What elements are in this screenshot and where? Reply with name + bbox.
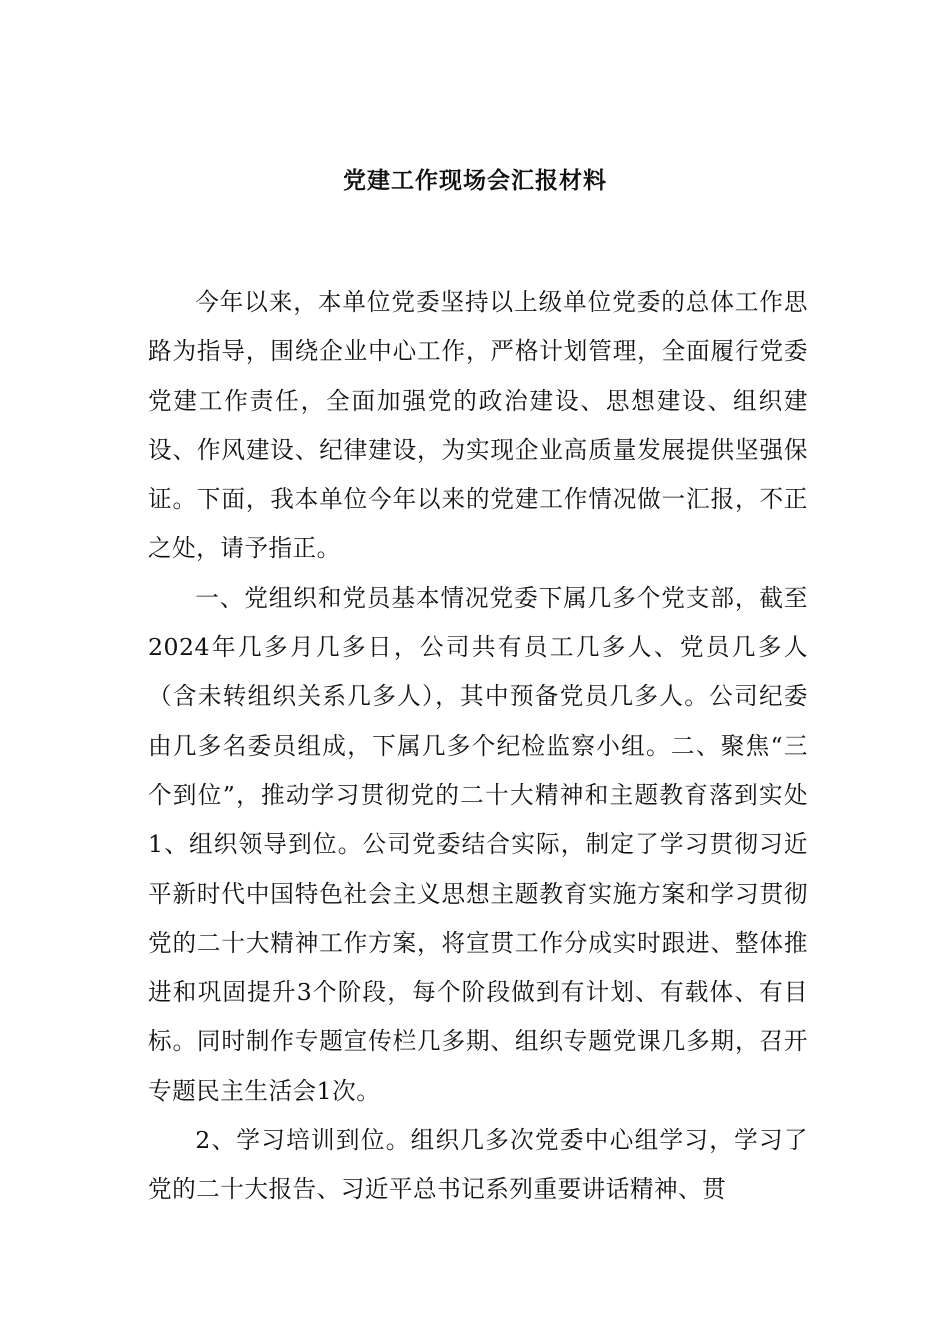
paragraph-intro: 今年以来，本单位党委坚持以上级单位党委的总体工作思路为指导，围绕企业中心工作，严格计划管理，全面履行党委党建工作责任，全面加强党的政治建设、思想建设、组织建设、作风建设、纪律建设，为实现企业高质量发展提供坚强保证。下面，我本单位今年以来的党建工作情况做一汇报，不正之处，请予指正。	[148, 288, 808, 563]
document-title: 党建工作现场会汇报材料	[343, 167, 607, 194]
document-body	[148, 278, 808, 1215]
paragraph-study-training: 2、学习培训到位。组织几多次党委中心组学习，学习了党的二十大报告、习近平总书记系列重要讲话精神、贯	[148, 1126, 808, 1204]
paragraph-section-one-two: 一、党组织和党员基本情况党委下属几多个党支部，截至2024年几多月几多日，公司共有员工几多人、党员几多人（含未转组织关系几多人），其中预备党员几多人。公司纪委由几多名委员组成，下属几多个纪检监察小组。二、聚焦“三个到位”，推动学习贯彻党的二十大精神和主题教育落到实处1、组织领导到位。公司党委结合实际，制定了学习贯彻习近平新时代中国特色社会主义思想主题教育实施方案和学习贯彻党的二十大精神工作方案，将宣贯工作分成实时跟进、整体推进和巩固提升3个阶段，每个阶段做到有计划、有载体、有目标。同时制作专题宣传栏几多期、组织专题党课几多期，召开专题民主生活会1次。	[148, 583, 808, 1105]
